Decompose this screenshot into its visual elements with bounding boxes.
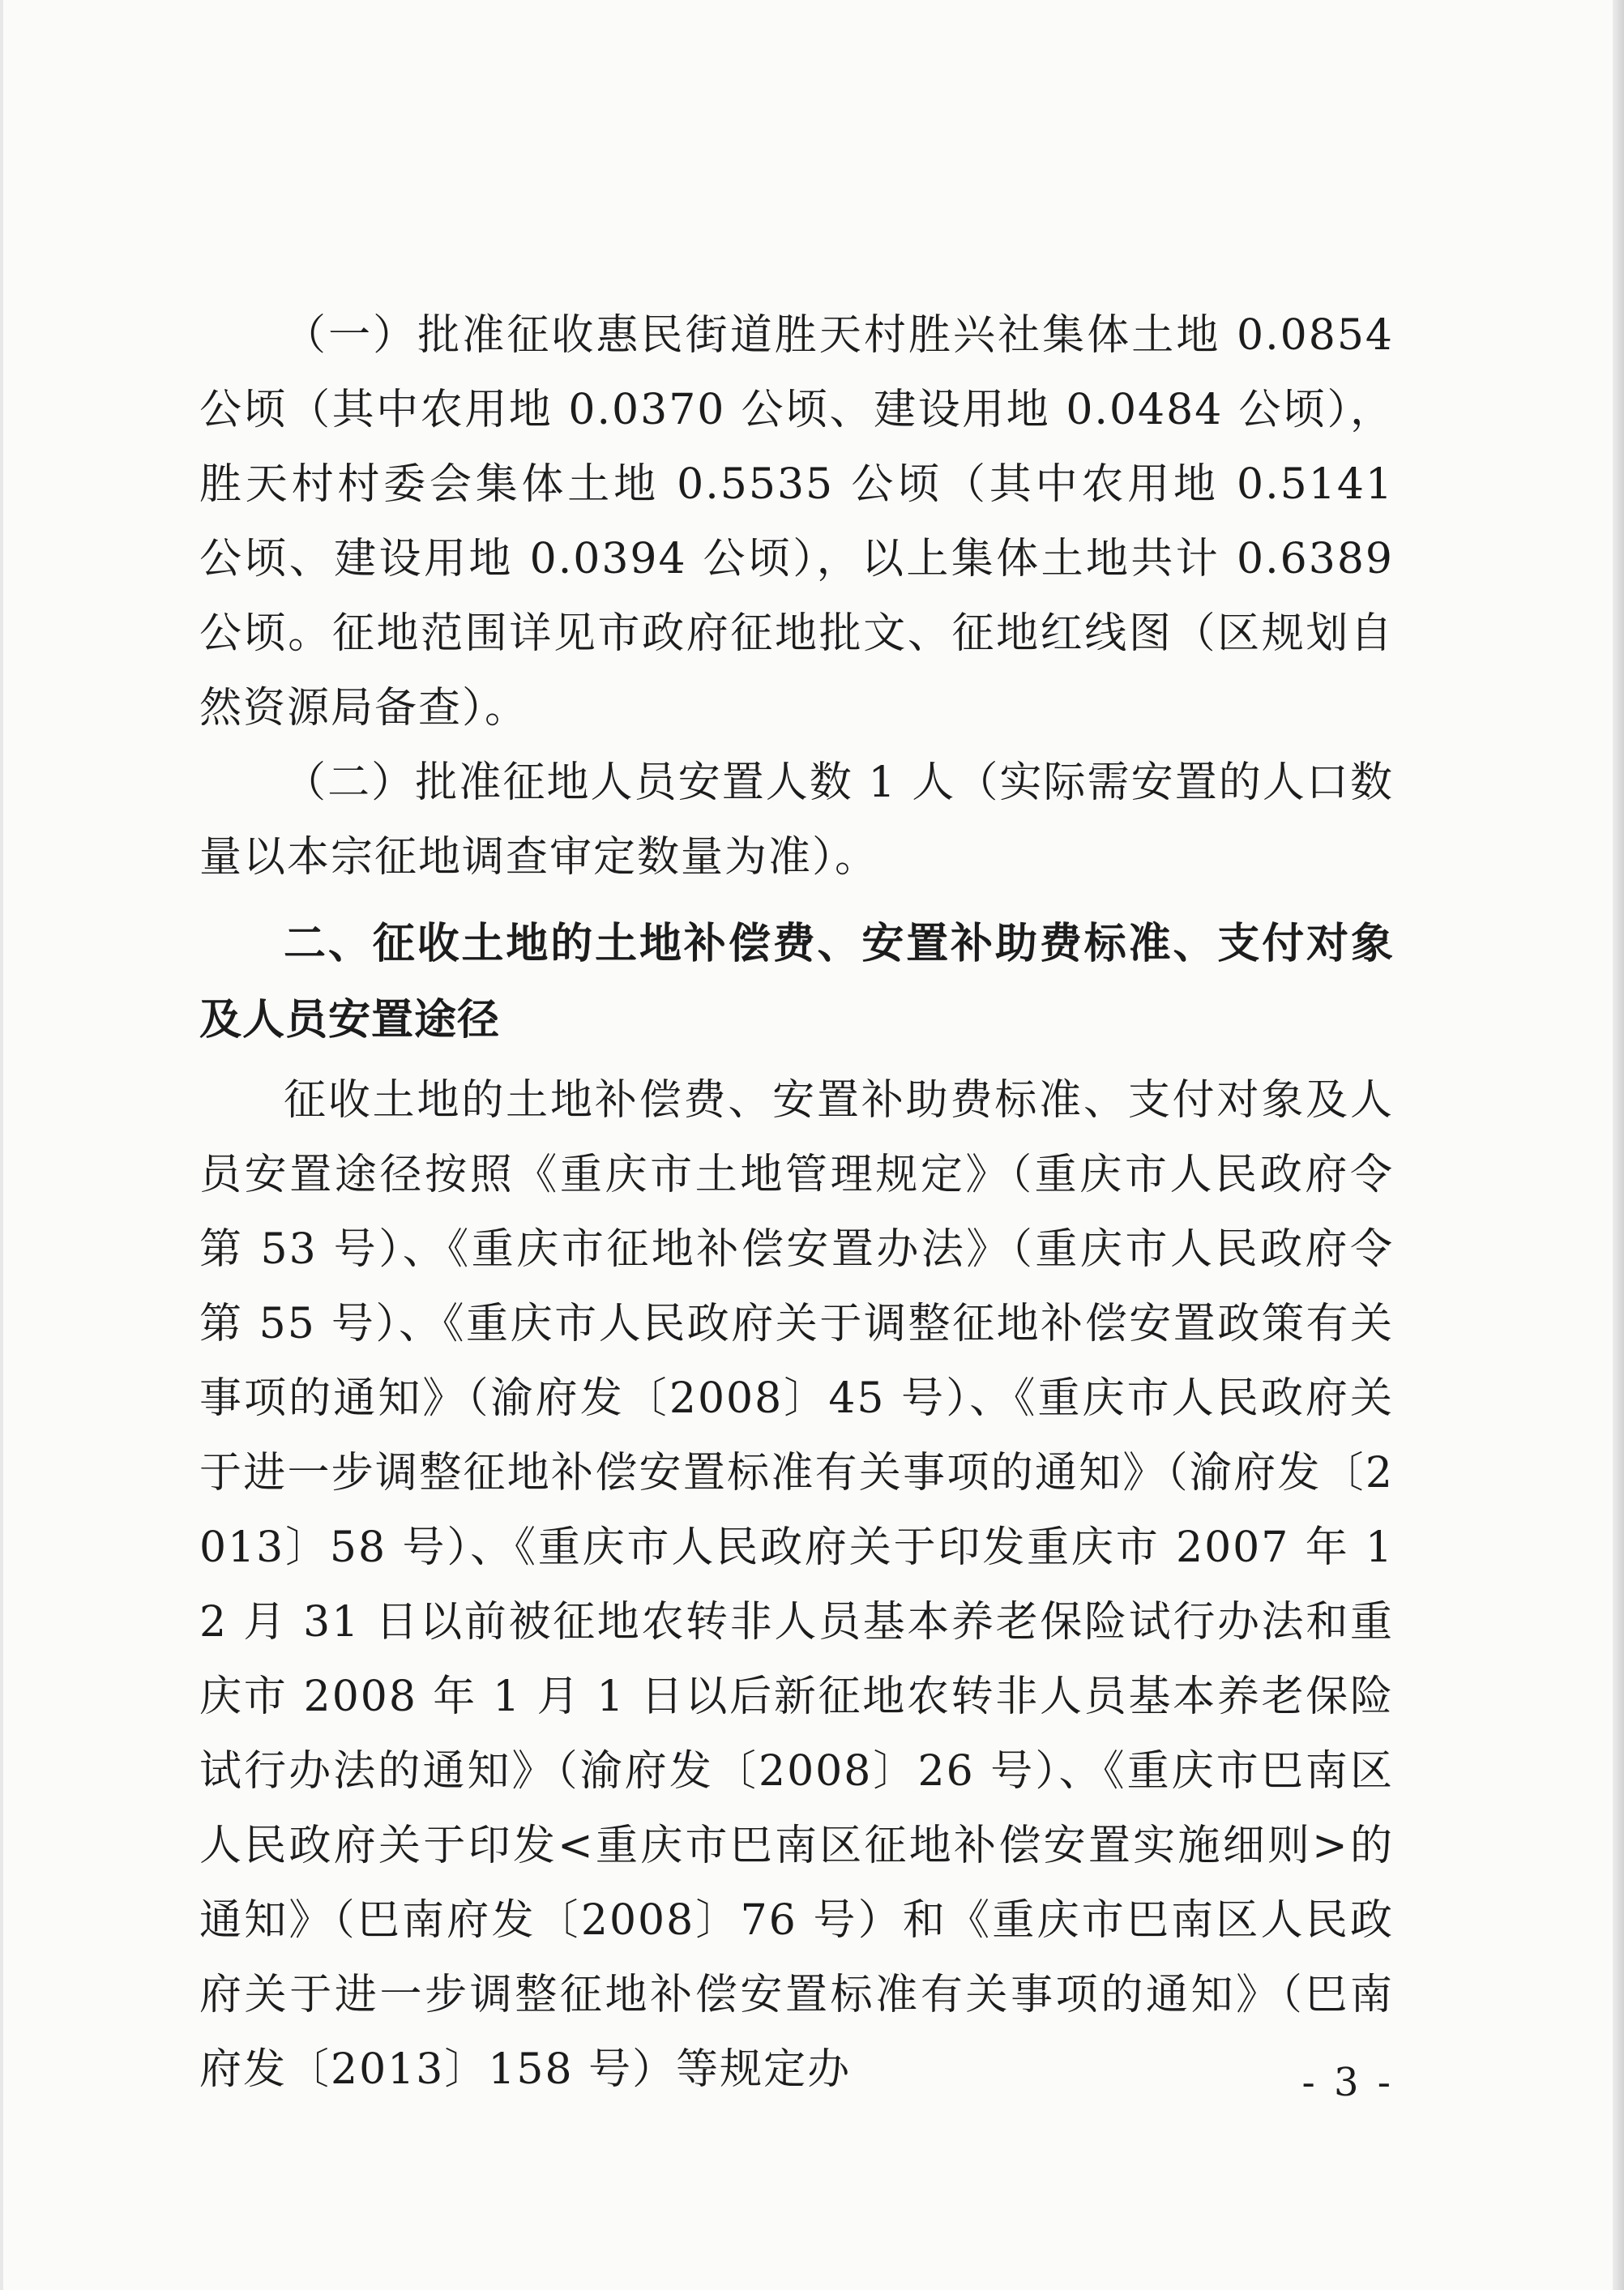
page-number: - 3 - [1301, 2060, 1394, 2105]
scan-edge-right [1613, 0, 1624, 2290]
paragraph-land-acquisition: （一）批准征收惠民街道胜天村胜兴社集体土地 0.0854 公顷（其中农用地 0.0370 公顷、建设用地 0.0484 公顷），胜天村村委会集体土地 0.5535 公顷（其中农用地 0.5141 公顷、建设用地 0.0394 公顷），以上集体土地共计 0.6389 公顷。征地范围详见市政府征地批文、征地红线图（区规划自然资源局备查）。 [199, 311, 1394, 733]
document-body [199, 298, 1394, 2107]
paragraph-compensation-basis: 征收土地的土地补偿费、安置补助费标准、支付对象及人员安置途径按照《重庆市土地管理规定》（重庆市人民政府令第 53 号）、《重庆市征地补偿安置办法》（重庆市人民政府令第 55 号）、《重庆市人民政府关于调整征地补偿安置政策有关事项的通知》（渝府发〔2008〕45 号）、《重庆市人民政府关于进一步调整征地补偿安置标准有关事项的通知》（渝府发〔2013〕58 号）、《重庆市人民政府关于印发重庆市 2007 年 12 月 31 日以前被征地农转非人员基本养老保险试行办法和重庆市 2008 年 1 月 1 日以后新征地农转非人员基本养老保险试行办法的通知》（渝府发〔2008〕26 号）、《重庆市巴南区人民政府关于印发<重庆市巴南区征地补偿安置实施细则>的通知》（巴南府发〔2008〕76 号）和《重庆市巴南区人民政府关于进一步调整征地补偿安置标准有关事项的通知》（巴南府发〔2013〕158 号）等规定办 [199, 1076, 1394, 2094]
scan-edge-left [0, 0, 3, 2290]
paragraph-resettlement-count: （二）批准征地人员安置人数 1 人（实际需安置的人口数量以本宗征地调查审定数量为准）。 [199, 758, 1394, 882]
section-heading-compensation: 二、征收土地的土地补偿费、安置补助费标准、支付对象及人员安置途径 [199, 920, 1394, 1045]
